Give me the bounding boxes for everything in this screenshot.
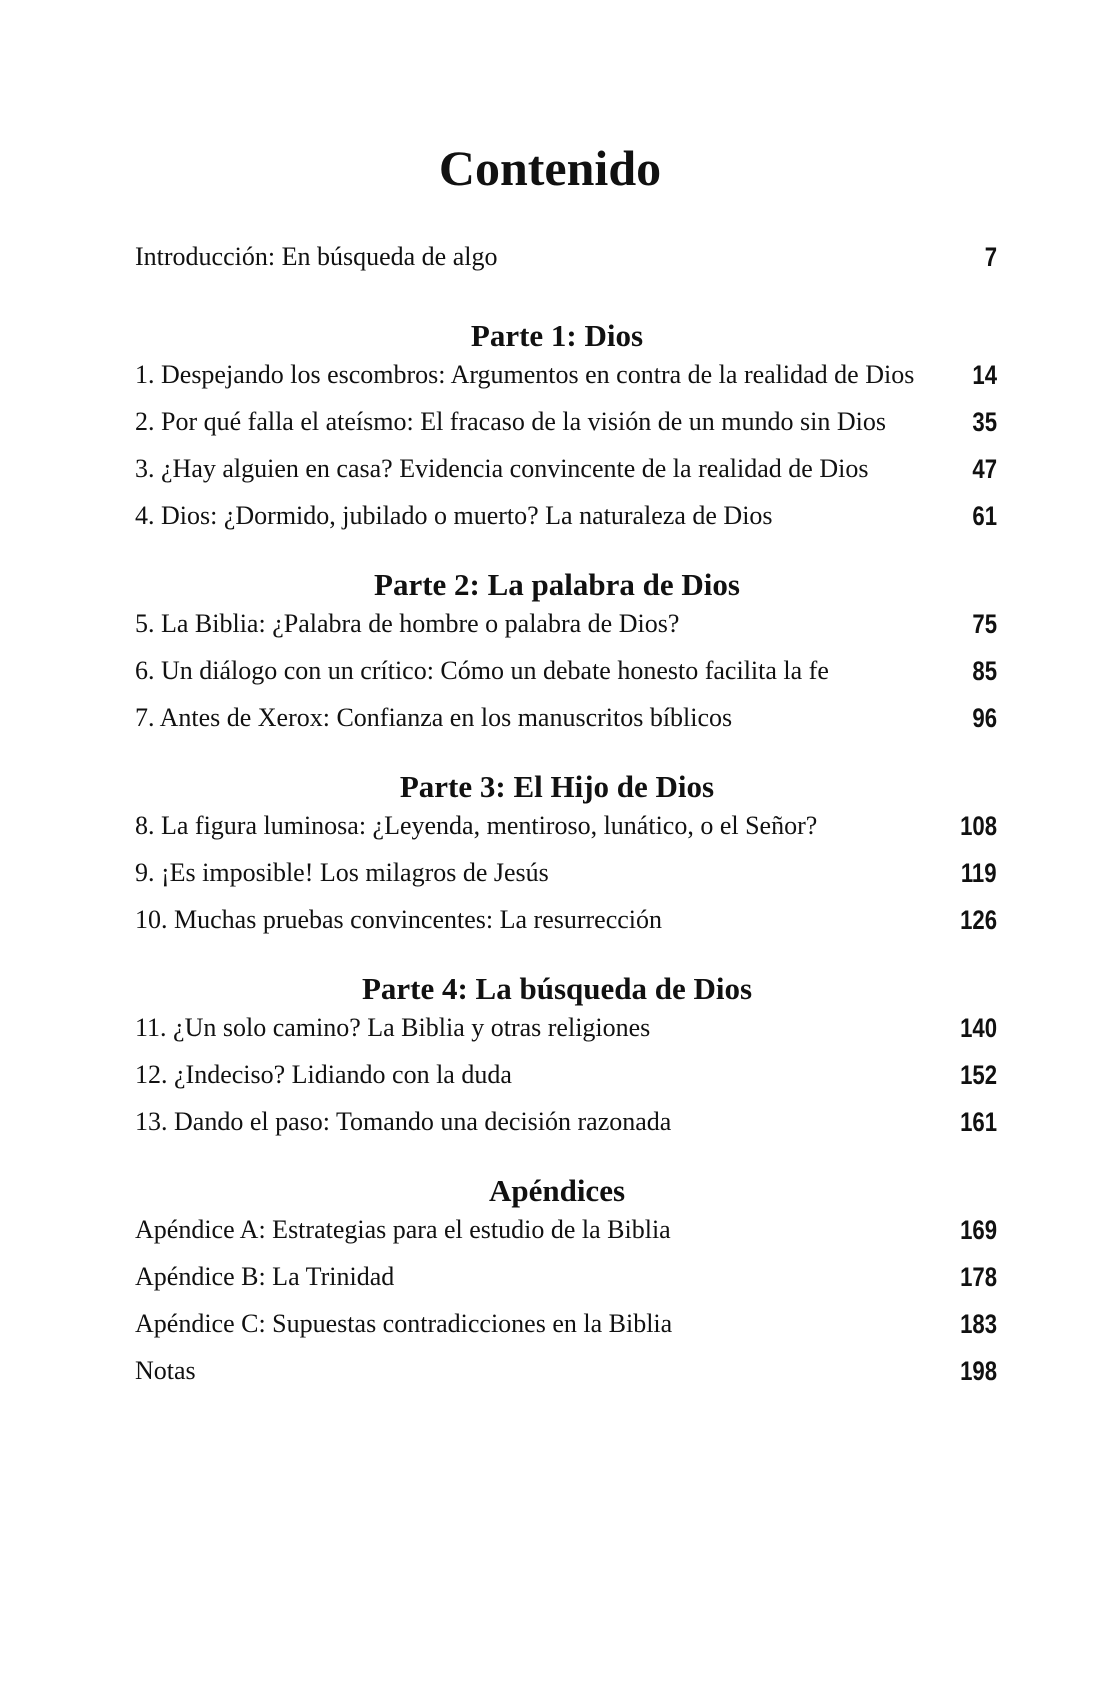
toc-entry[interactable]	[135, 607, 997, 654]
section-heading-parte-4: Parte 4: La búsqueda de Dios	[361, 971, 753, 1006]
toc-entry-page: 140	[960, 1013, 997, 1043]
toc-entry-label: 2. Por qué falla el ateísmo: El fracaso de la visión de un mundo sin Dios	[135, 407, 886, 436]
toc-entry[interactable]	[135, 1354, 997, 1401]
toc-entry[interactable]	[135, 809, 997, 856]
toc-entry-label: 5. La Biblia: ¿Palabra de hombre o palabra de Dios?	[135, 609, 680, 638]
toc-entry-page: 35	[972, 407, 997, 437]
toc-entry[interactable]	[135, 1058, 997, 1105]
toc-entry-label: 12. ¿Indeciso? Lidiando con la duda	[135, 1060, 512, 1089]
section-heading-parte-1: Parte 1: Dios	[470, 318, 644, 353]
toc-entry-page: 108	[960, 811, 997, 841]
toc-entry-label: 7. Antes de Xerox: Confianza en los manuscritos bíblicos	[135, 703, 733, 732]
toc-entry[interactable]	[135, 1105, 997, 1152]
toc-entry[interactable]	[135, 701, 997, 748]
toc-entry[interactable]	[135, 1260, 997, 1307]
toc-entry-label: 6. Un diálogo con un crítico: Cómo un debate honesto facilita la fe	[135, 656, 829, 685]
toc-entry-page: 96	[972, 703, 997, 733]
toc-entry-intro[interactable]	[135, 240, 997, 287]
toc-entry-page: 7	[984, 242, 997, 272]
toc-entry-label: Apéndice B: La Trinidad	[135, 1262, 395, 1291]
toc-entry-label: 9. ¡Es imposible! Los milagros de Jesús	[135, 858, 549, 887]
toc-entry[interactable]	[135, 1213, 997, 1260]
toc-entry-label: 10. Muchas pruebas convincentes: La resurrección	[135, 905, 663, 934]
toc-entry-label: 11. ¿Un solo camino? La Biblia y otras religiones	[135, 1013, 651, 1042]
toc-entry-page: 169	[960, 1215, 997, 1245]
page-title: Contenido	[438, 140, 662, 196]
toc-entry-page: 178	[960, 1262, 997, 1292]
toc-entry[interactable]	[135, 654, 997, 701]
toc-entry-page: 161	[960, 1107, 997, 1137]
toc-entry[interactable]	[135, 499, 997, 546]
toc-entry[interactable]	[135, 903, 997, 950]
toc-entry-page: 61	[972, 501, 997, 531]
toc-entry[interactable]	[135, 405, 997, 452]
toc-entry[interactable]	[135, 1011, 997, 1058]
toc-entry-label: Apéndice A: Estrategias para el estudio de la Biblia	[135, 1215, 671, 1244]
toc-entry[interactable]	[135, 856, 997, 903]
toc-entry-label: Introducción: En búsqueda de algo	[135, 242, 498, 271]
toc-entry-page: 47	[972, 454, 997, 484]
toc-entry-page: 126	[960, 905, 997, 935]
table-of-contents	[135, 240, 997, 1401]
toc-entry-page: 14	[972, 360, 997, 390]
toc-entry-label: 1. Despejando los escombros: Argumentos en contra de la realidad de Dios	[135, 360, 915, 389]
toc-entry[interactable]	[135, 452, 997, 499]
toc-entry-label: 13. Dando el paso: Tomando una decisión razonada	[135, 1107, 672, 1136]
toc-entry[interactable]	[135, 1307, 997, 1354]
toc-entry-label: Notas	[135, 1356, 196, 1385]
toc-entry-label: 8. La figura luminosa: ¿Leyenda, mentiroso, lunático, o el Señor?	[135, 811, 818, 840]
section-heading-parte-2: Parte 2: La palabra de Dios	[374, 567, 740, 602]
toc-entry-page: 152	[960, 1060, 997, 1090]
toc-entry-label: 4. Dios: ¿Dormido, jubilado o muerto? La naturaleza de Dios	[135, 501, 773, 530]
section-heading-parte-3: Parte 3: El Hijo de Dios	[399, 769, 715, 804]
section-heading-apendices: Apéndices	[488, 1173, 626, 1208]
toc-entry-label: Apéndice C: Supuestas contradicciones en la Biblia	[135, 1309, 673, 1338]
toc-entry-page: 75	[972, 609, 997, 639]
toc-entry-page: 183	[960, 1309, 997, 1339]
toc-entry-page: 119	[961, 858, 997, 888]
toc-entry[interactable]	[135, 358, 997, 405]
toc-entry-page: 198	[960, 1356, 997, 1386]
toc-entry-page: 85	[972, 656, 997, 686]
toc-entry-label: 3. ¿Hay alguien en casa? Evidencia convincente de la realidad de Dios	[135, 454, 869, 483]
